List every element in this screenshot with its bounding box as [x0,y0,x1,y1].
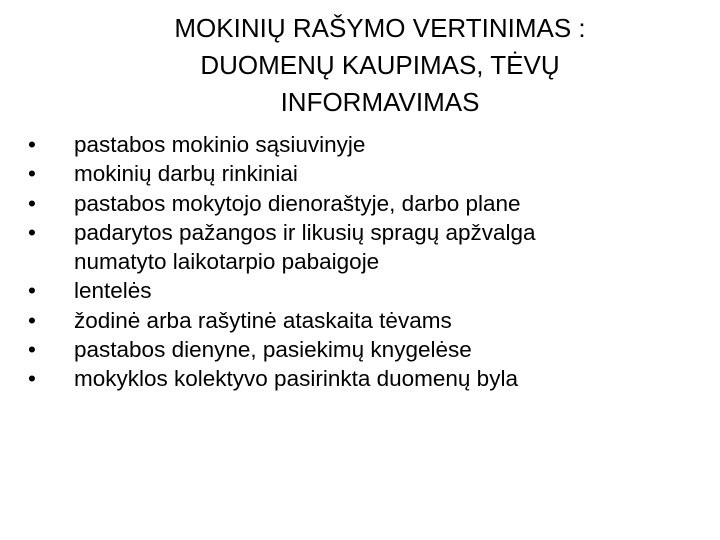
bullet-text: lentelės [74,278,152,304]
bullet-text: žodinė arba rašytinė ataskaita tėvams [74,307,452,333]
bullet-item [24,306,684,335]
bullet-icon: • [28,161,36,187]
bullet-icon: • [28,366,36,392]
bullet-text: pastabos mokytojo dienoraštyje, darbo plane [74,190,521,216]
bullet-text: mokinių darbų rinkiniai [74,161,298,187]
title-line: MOKINIŲ RAŠYMO VERTINIMAS : [174,13,586,43]
bullet-text: padarytos pažangos ir likusių spragų apžvalga [74,219,536,245]
bullet-icon: • [28,337,36,363]
title-line: DUOMENŲ KAUPIMAS, TĖVŲ [200,50,560,80]
bullet-text: pastabos dienyne, pasiekimų knygelėse [74,337,472,363]
bullet-icon: • [28,219,36,245]
bullet-item [24,189,684,218]
bullet-item [24,364,684,393]
bullet-icon: • [28,132,36,157]
bullet-text: pastabos mokinio sąsiuvinyje [74,132,366,157]
title-line: INFORMAVIMAS [280,87,480,117]
bullet-list [24,130,684,394]
slide-title [80,10,680,121]
bullet-item [24,218,684,277]
bullet-item [24,276,684,305]
bullet-text: mokyklos kolektyvo pasirinkta duomenų byla [74,366,518,392]
bullet-item [24,159,684,188]
bullet-icon: • [28,307,36,333]
bullet-icon: • [28,278,36,304]
bullet-text-continuation: numatyto laikotarpio pabaigoje [74,249,380,275]
bullet-icon: • [28,190,36,216]
bullet-item [24,130,684,159]
bullet-item [24,335,684,364]
